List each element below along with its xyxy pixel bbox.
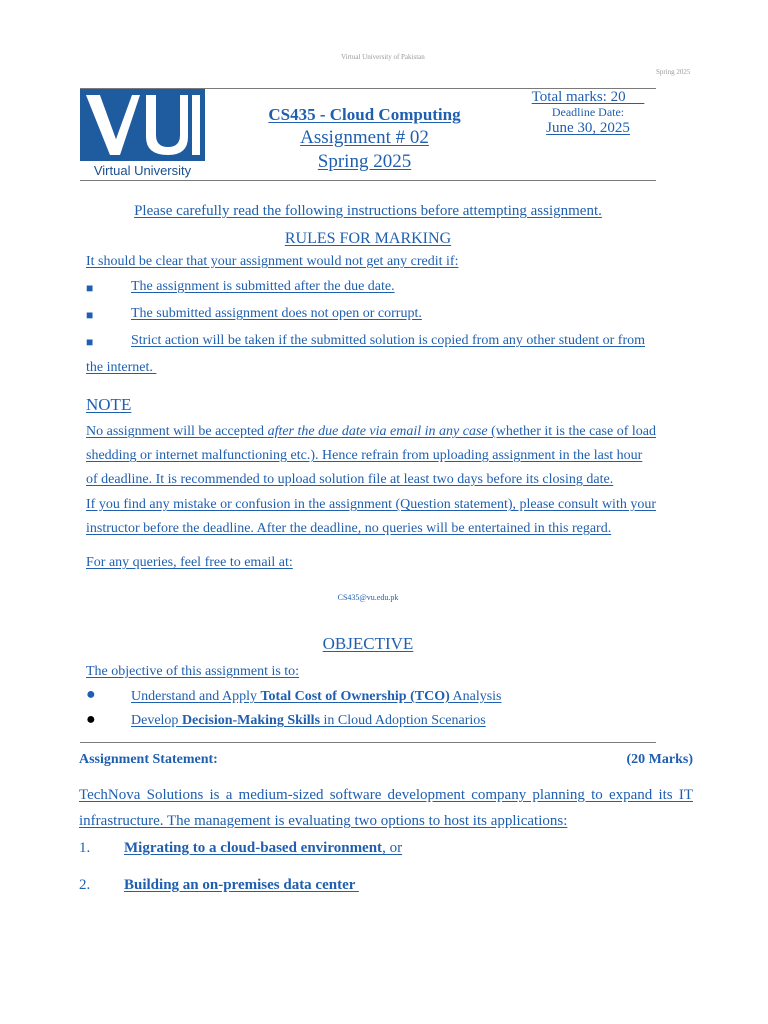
square-bullet-icon: ■ [86,308,94,322]
objective-lead: The objective of this assignment is to: [86,664,300,679]
option-1-tail: , or [382,840,403,856]
rule-item-3: Strict action will be taken if the submitted solution is copied from any other student or from [131,333,646,348]
vu-logo [80,89,205,161]
square-bullet-icon: ■ [86,281,94,295]
statement-label: Assignment Statement: [79,752,218,767]
note-text: No assignment will be accepted [86,424,268,439]
marks-block [518,88,658,137]
header-bottom-rule [80,180,656,181]
assignment-number: Assignment # 02 [300,127,429,148]
objective-text: in Cloud Adoption Scenarios [320,713,486,728]
objective-text: Develop [131,713,182,728]
rule-item-2: The submitted assignment does not open or corrupt. [131,306,422,321]
objective-item-1 [131,685,502,709]
title-block [252,104,477,174]
contact-email[interactable]: CS435@vu.edu.pk [337,593,399,602]
note-text: (whether it is the case of load [487,424,656,439]
square-bullet-icon: ■ [86,335,94,349]
note-paragraph-1-line-1 [86,420,656,444]
note-italic-text: after the due date via email in any case [267,424,488,439]
semester-title: Spring 2025 [317,151,412,172]
note-paragraph-1-line-2: shedding or internet malfunctioning etc.). Hence refrain from uploading assignment in the last hour [86,448,643,463]
course-title: CS435 - Cloud Computing [268,105,461,124]
objective-item-2 [131,709,486,733]
deadline-label: Deadline Date: [551,105,625,119]
option-1 [124,837,402,859]
rules-heading: RULES FOR MARKING [284,230,452,247]
logo-caption: Virtual University [93,163,192,178]
option-2-bold-text: Building an on-premises data center [124,877,359,893]
note-paragraph-2-line-2: instructor before the deadline. After the deadline, no queries will be entertained in this regard. [86,521,612,536]
note-heading: NOTE [86,395,132,414]
vu-logo-mark-icon [80,89,205,161]
objective-bold-text: Decision-Making Skills [181,713,321,728]
statement-marks: (20 Marks) [626,752,693,767]
statement-line-1: TechNova Solutions is a medium-sized software development company planning to expand its IT [79,787,693,803]
queries-text: For any queries, feel free to email at: [86,555,293,570]
objective-text: Analysis [449,689,502,704]
rule-item-3-continuation: the internet. [86,360,157,375]
option-1-number: 1. [79,840,91,856]
note-paragraph-1-line-3: of deadline. It is recommended to upload solution file at least two days before its closing date. [86,472,614,487]
deadline-date: June 30, 2025 [546,120,630,136]
instructions-intro: Please carefully read the following instructions before attempting assignment. [134,203,602,219]
option-1-bold-text: Migrating to a cloud-based environment [124,840,383,856]
rule-item-1: The assignment is submitted after the due date. [131,279,395,294]
objective-text: Understand and Apply [131,689,261,704]
header-semester-small: Spring 2025 [656,68,691,76]
statement-header [79,751,693,771]
header-university-small: Virtual University of Pakistan [341,53,425,61]
circle-bullet-icon: ● [86,711,96,728]
objective-bold-text: Total Cost of Ownership (TCO) [260,689,450,704]
statement-line-2: infrastructure. The management is evaluating two options to host its applications: [79,813,568,829]
rules-lead: It should be clear that your assignment would not get any credit if: [86,254,459,269]
option-2-number: 2. [79,877,91,893]
objective-heading: OBJECTIVE [322,634,414,653]
note-paragraph-2-line-1: If you find any mistake or confusion in the assignment (Question statement), please consult with your [86,497,656,512]
total-marks: Total marks: 20 [531,89,645,105]
objective-rule [80,742,656,743]
circle-bullet-icon: ● [86,686,96,703]
option-2 [124,874,359,896]
